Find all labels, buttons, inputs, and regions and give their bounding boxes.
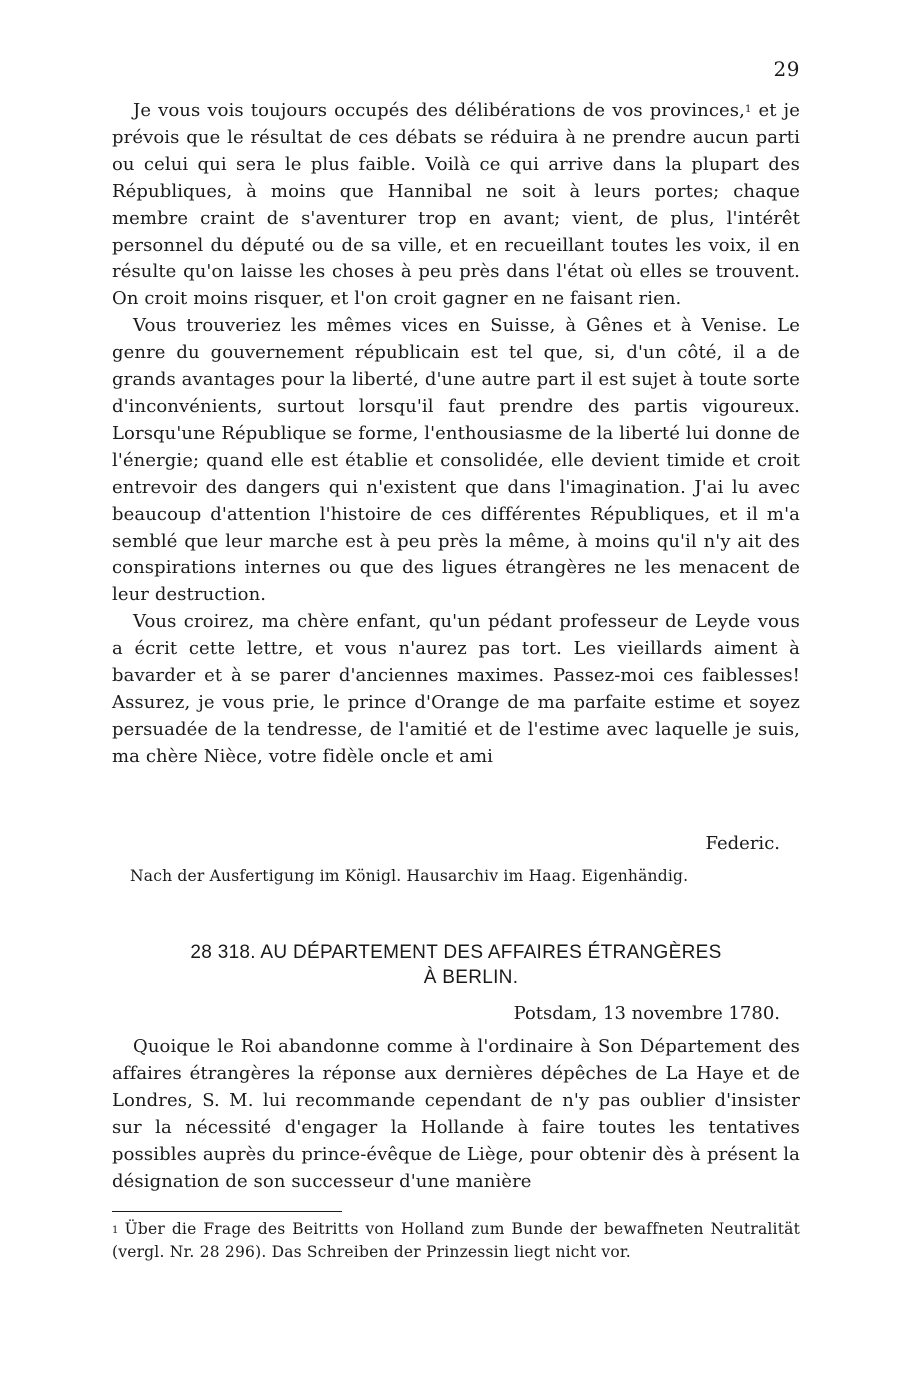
footnote-divider bbox=[112, 1211, 342, 1212]
letter-paragraph-opening: Je vous vois toujours occupés des délibérations de vos provinces, bbox=[133, 100, 745, 121]
letter-paragraph bbox=[112, 98, 800, 313]
footnote-reference: 1 bbox=[744, 104, 752, 115]
footnote-marker: 1 bbox=[112, 1225, 119, 1236]
document-paragraph: Quoique le Roi abandonne comme à l'ordinaire à Son Département des affaires étrangères la réponse aux dernières dépêches de La Haye et de Londres, S. M. lui recommande cependant de n'y pas oublier d'insister sur la nécessité d'engager la Hollande à faire toutes les tentatives possibles auprès du prince-évêque de Liège, pour obtenir dès à présent la désignation de son successeur d'une manière bbox=[112, 1036, 800, 1192]
letter-paragraph: Vous croirez, ma chère enfant, qu'un pédant professeur de Leyde vous a écrit cette lettre, et vous n'aurez pas tort. Les vieillards aiment à bavarder et à se parer d'anciennes maximes. Passez-moi ces faiblesses! Assurez, je vous prie, le prince d'Orange de ma parfaite estime et soyez persuadée de la tendresse, de l'amitié et de l'estime avec laquelle je suis, ma chère Nièce, votre fidèle oncle et ami bbox=[112, 611, 800, 767]
document-heading bbox=[112, 940, 800, 990]
page-number: 29 bbox=[773, 57, 800, 81]
source-note: Nach der Ausfertigung im Königl. Hausarchiv im Haag. Eigenhändig. bbox=[130, 867, 689, 885]
letter-paragraph: Vous trouveriez les mêmes vices en Suisse, à Gênes et à Venise. Le genre du gouvernement républicain est tel que, si, d'un côté, il a de grands avantages pour la liberté, d'une autre part il est sujet à toute sorte d'inconvénients, surtout lorsqu'il faut prendre des partis vigoureux. Lorsqu'une République se forme, l'enthousiasme de la liberté lui donne de l'énergie; quand elle est établie et consolidée, elle devient timide et croit entrevoir des dangers qui n'existent que dans l'imagination. J'ai lu avec beaucoup d'attention l'histoire de ces différentes Républiques, et il m'a semblé que leur marche est à peu près la même, à moins qu'il n'y ait des conspirations internes ou que des ligues étrangères ne les menacent de leur destruction. bbox=[112, 315, 800, 606]
document-heading-line-one: 28 318. AU DÉPARTEMENT DES AFFAIRES ÉTRANGÈRES bbox=[190, 942, 722, 963]
letter-paragraph-continuation: et je prévois que le résultat de ces débats se réduira à ne prendre aucun parti ou celui qui sera le plus faible. Voilà ce qui arrive dans la plupart des Républiques, à moins que Hannibal ne soit à leurs portes; chaque membre craint de s'aventurer trop en avant; vient, de plus, l'intérêt personnel du député ou de sa ville, et en recueillant toutes les voix, il en résulte qu'on laisse les choses à peu près dans l'état où elles se trouvent. On croit moins risquer, et l'on croit gagner en ne faisant rien. bbox=[112, 100, 800, 310]
document-dateline: Potsdam, 13 novembre 1780. bbox=[513, 1003, 780, 1024]
footnote-text: Über die Frage des Beitritts von Holland zum Bunde der bewaffneten Neutralität (vergl. Nr. 28 296). Das Schreiben der Prinzessin liegt nicht vor. bbox=[112, 1220, 800, 1261]
document-heading-line-two: À BERLIN. bbox=[423, 967, 519, 988]
document-body bbox=[112, 1034, 800, 1195]
letter-signature: Federic. bbox=[705, 833, 780, 854]
footnote bbox=[112, 1218, 800, 1264]
footnotes bbox=[112, 1218, 800, 1264]
letter-body bbox=[112, 98, 800, 771]
